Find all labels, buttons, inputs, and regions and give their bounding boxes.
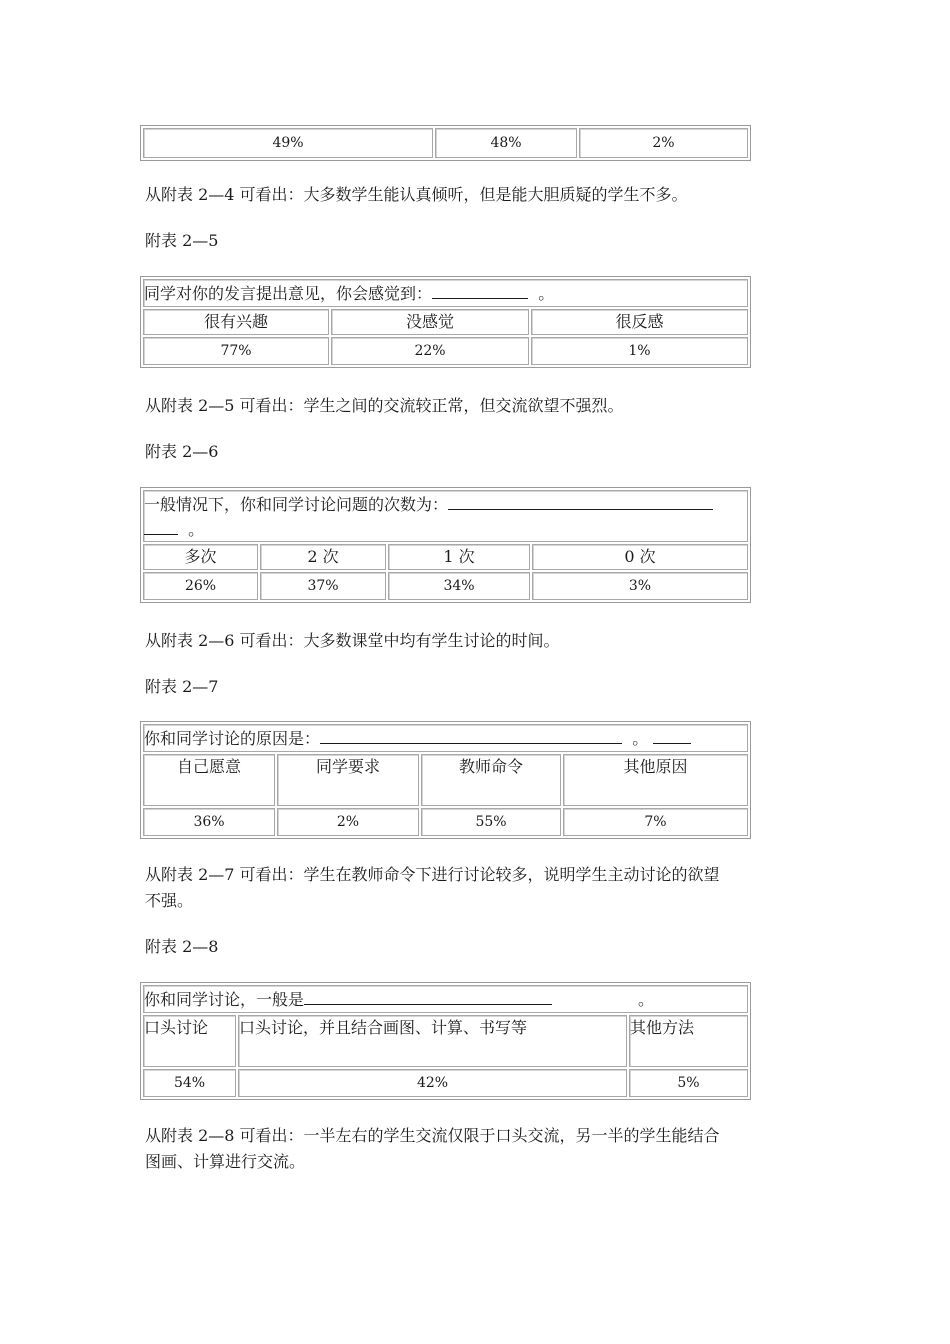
- table-2-6: [140, 487, 751, 603]
- option-cell: 0 次: [532, 544, 748, 570]
- table-cell: 2%: [579, 128, 748, 158]
- table-cell: 48%: [435, 128, 577, 158]
- option-cell: 口头讨论: [143, 1015, 236, 1067]
- option-cell: 很有兴趣: [143, 309, 329, 335]
- option-cell: 自己愿意: [143, 754, 275, 806]
- answer-blank: [320, 725, 622, 744]
- question-text: 同学对你的发言提出意见，你会感觉到：: [144, 284, 433, 303]
- table-row: [143, 128, 748, 158]
- table-2-5: [140, 276, 751, 368]
- note-2-7-line2: 不强。: [145, 891, 194, 910]
- question-suffix: 。: [188, 520, 205, 539]
- answer-blank: [448, 491, 713, 510]
- question-cell: [143, 490, 748, 542]
- table-row: [143, 1069, 748, 1097]
- note-2-5: 从附表 2—5 可看出：学生之间的交流较正常，但交流欲望不强烈。: [145, 396, 624, 415]
- value-cell: 54%: [143, 1069, 236, 1097]
- option-cell: 其他原因: [563, 754, 748, 806]
- note-2-8-line2: 图画、计算进行交流。: [145, 1152, 306, 1171]
- value-cell: 22%: [331, 337, 529, 365]
- table-row: [143, 724, 748, 752]
- value-cell: 3%: [532, 572, 748, 600]
- option-cell: 口头讨论，并且结合画图、计算、书写等: [238, 1015, 627, 1067]
- value-cell: 2%: [277, 808, 419, 836]
- option-cell: 1 次: [388, 544, 530, 570]
- value-cell: 26%: [143, 572, 258, 600]
- table-2-4-tail: [140, 125, 751, 161]
- table-row: [143, 808, 748, 836]
- option-cell: 2 次: [260, 544, 386, 570]
- note-2-7-line1: 从附表 2—7 可看出：学生在教师命令下进行讨论较多，说明学生主动讨论的欲望: [145, 865, 720, 884]
- table-2-7: [140, 721, 751, 839]
- value-cell: 1%: [531, 337, 748, 365]
- question-text: 你和同学讨论，一般是: [144, 990, 305, 1009]
- value-cell: 36%: [143, 808, 275, 836]
- note-2-7: [145, 862, 815, 914]
- option-cell: 多次: [143, 544, 258, 570]
- value-cell: 42%: [238, 1069, 627, 1097]
- caption-2-7: 附表 2—7: [145, 677, 219, 696]
- table-row: [143, 572, 748, 600]
- note-2-8: [145, 1123, 815, 1175]
- answer-blank-tail: [653, 725, 691, 744]
- option-cell: 很反感: [531, 309, 748, 335]
- caption-2-8: 附表 2—8: [145, 937, 219, 956]
- question-text: 你和同学讨论的原因是：: [144, 729, 321, 748]
- table-row: [143, 309, 748, 335]
- value-cell: 55%: [421, 808, 561, 836]
- value-cell: 5%: [629, 1069, 748, 1097]
- question-suffix: 。: [632, 729, 649, 748]
- table-row: [143, 544, 748, 570]
- value-cell: 77%: [143, 337, 329, 365]
- caption-2-6: 附表 2—6: [145, 442, 219, 461]
- note-2-4: 从附表 2—4 可看出：大多数学生能认真倾听，但是能大胆质疑的学生不多。: [145, 185, 688, 204]
- value-cell: 7%: [563, 808, 748, 836]
- option-cell: 没感觉: [331, 309, 529, 335]
- question-cell: [143, 724, 748, 752]
- caption-2-5: 附表 2—5: [145, 231, 219, 250]
- answer-blank: [432, 280, 528, 299]
- question-cell: [143, 279, 748, 307]
- answer-blank: [304, 986, 552, 1005]
- value-cell: 34%: [388, 572, 530, 600]
- table-row: [143, 1015, 748, 1067]
- option-cell: 其他方法: [629, 1015, 748, 1067]
- note-2-6: 从附表 2—6 可看出：大多数课堂中均有学生讨论的时间。: [145, 631, 560, 650]
- answer-blank-cont: [144, 516, 178, 535]
- value-cell: 37%: [260, 572, 386, 600]
- table-2-8: [140, 982, 751, 1100]
- question-text: 一般情况下，你和同学讨论问题的次数为：: [144, 495, 449, 514]
- note-2-8-line1: 从附表 2—8 可看出：一半左右的学生交流仅限于口头交流，另一半的学生能结合: [145, 1126, 720, 1145]
- table-row: [143, 490, 748, 542]
- table-row: [143, 337, 748, 365]
- table-row: [143, 279, 748, 307]
- table-cell: 49%: [143, 128, 433, 158]
- question-suffix: 。: [638, 990, 655, 1009]
- option-cell: 教师命令: [421, 754, 561, 806]
- table-row: [143, 985, 748, 1013]
- question-cell: [143, 985, 748, 1013]
- question-suffix: 。: [538, 284, 555, 303]
- table-row: [143, 754, 748, 806]
- option-cell: 同学要求: [277, 754, 419, 806]
